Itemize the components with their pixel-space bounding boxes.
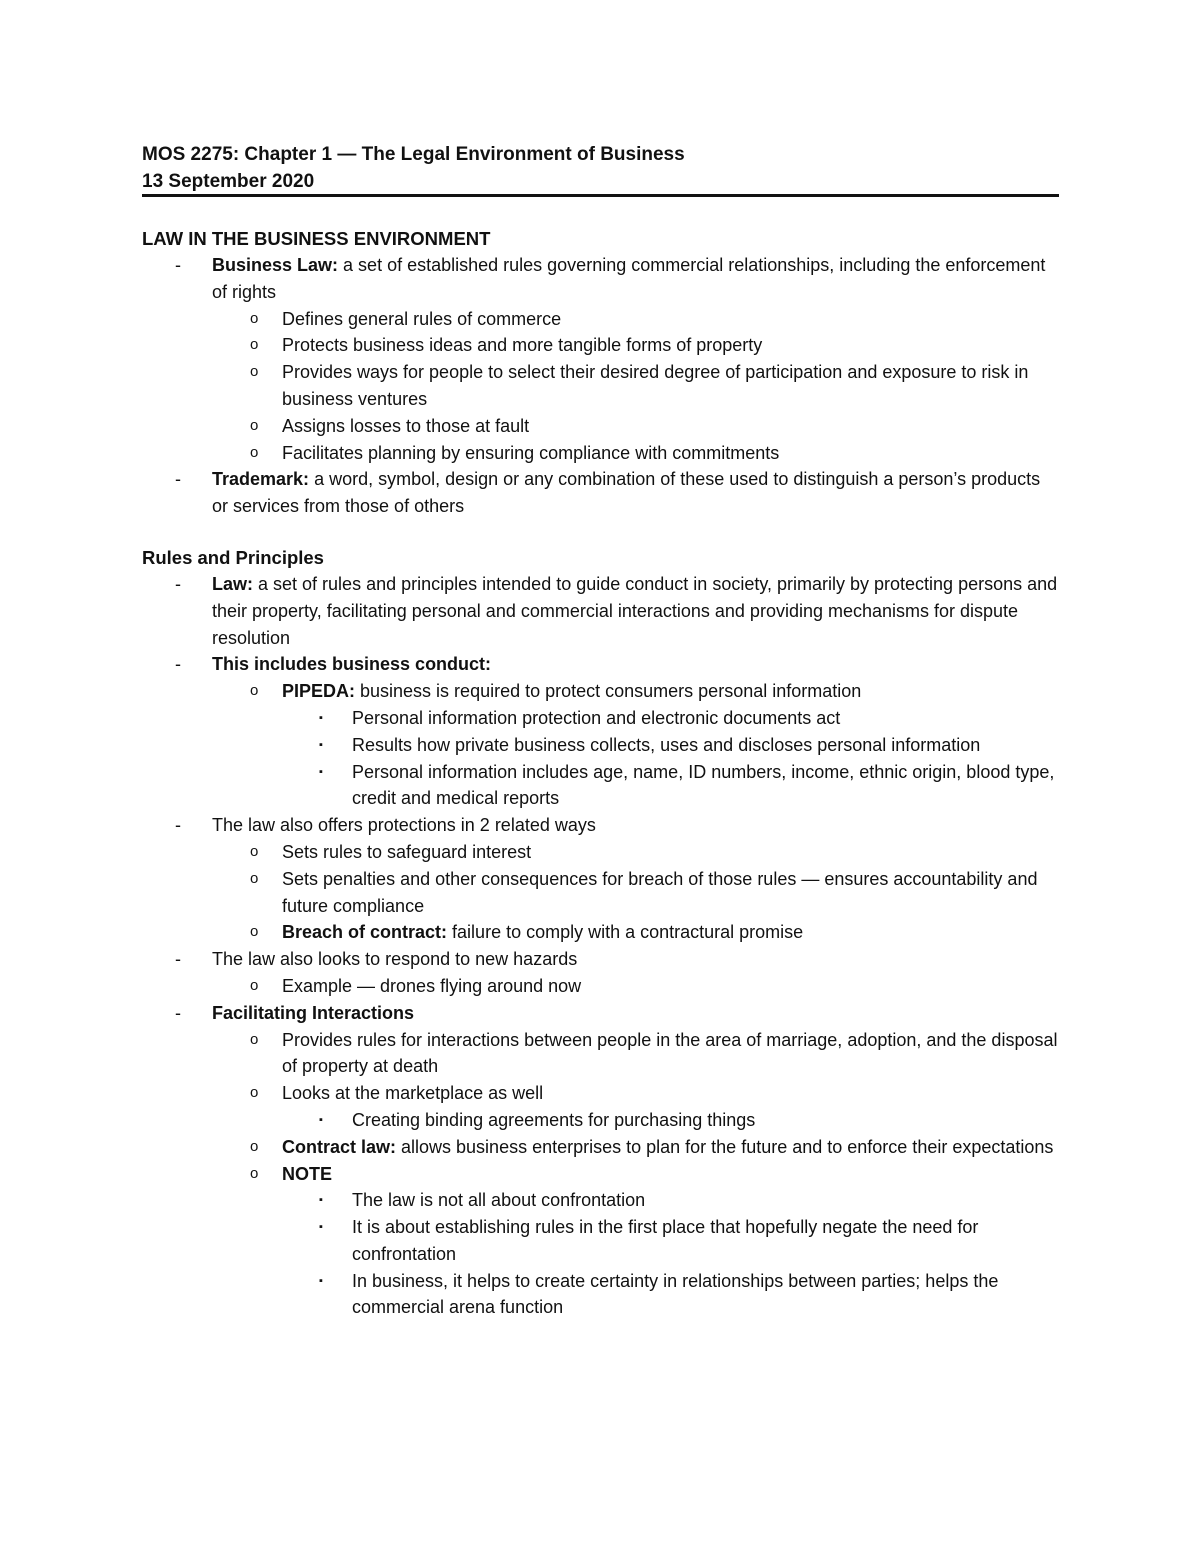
- square-bullet: ▪: [319, 1274, 323, 1287]
- list-item: [142, 1027, 1060, 1081]
- list-item: [142, 571, 1060, 651]
- list-item: [142, 1187, 1060, 1214]
- dash-bullet: -: [175, 469, 181, 490]
- circle-bullet: o: [250, 842, 259, 860]
- list-item: [142, 1000, 1060, 1027]
- list-item: [142, 1080, 1060, 1107]
- circle-bullet: o: [250, 443, 259, 461]
- circle-bullet: o: [250, 416, 259, 434]
- dash-bullet: -: [175, 815, 181, 836]
- document-date: 13 September 2020: [142, 171, 315, 192]
- item-text: Defines general rules of commerce: [282, 308, 562, 329]
- document-title: MOS 2275: Chapter 1 — The Legal Environment of Business: [142, 144, 685, 165]
- item-text: Looks at the marketplace as well: [282, 1083, 544, 1104]
- list-item: [142, 252, 1060, 306]
- item-text: Assigns losses to those at fault: [282, 415, 530, 436]
- list-item: [142, 651, 1060, 678]
- dash-bullet: -: [175, 654, 181, 675]
- circle-bullet: o: [250, 869, 259, 887]
- item-text: failure to comply with a contractural promise: [447, 922, 804, 943]
- square-bullet: ▪: [319, 1194, 323, 1207]
- item-text: Facilitates planning by ensuring compliance with commitments: [282, 442, 780, 463]
- square-bullet: ▪: [319, 711, 323, 724]
- list-item: [142, 946, 1060, 973]
- item-text: Sets rules to safeguard interest: [282, 841, 532, 862]
- notes-body: [142, 225, 1060, 1321]
- item-text: The law also looks to respond to new hazards: [212, 949, 578, 970]
- list-item: [142, 1161, 1060, 1188]
- term-label: NOTE: [282, 1163, 333, 1184]
- item-text: Personal information protection and electronic documents act: [352, 707, 841, 728]
- list-item: [142, 359, 1060, 413]
- item-text: Provides rules for interactions between people in the area of marriage, adoption, and the disposal of property at death: [282, 1029, 1058, 1077]
- document-header: [142, 141, 1059, 195]
- item-text: It is about establishing rules in the first place that hopefully negate the need for confrontation: [352, 1217, 979, 1264]
- circle-bullet: o: [250, 1084, 259, 1102]
- square-bullet: ▪: [319, 1221, 323, 1234]
- section-heading: Rules and Principles: [142, 546, 324, 568]
- dash-bullet: -: [175, 949, 181, 970]
- item-text: a word, symbol, design or any combination of these used to distinguish a person’s products or services from those of others: [212, 469, 1041, 517]
- list-item: [142, 413, 1060, 440]
- item-text: The law also offers protections in 2 related ways: [212, 815, 596, 836]
- term-label: Contract law:: [282, 1136, 397, 1157]
- item-text: Results how private business collects, uses and discloses personal information: [352, 734, 981, 755]
- list-item: [142, 759, 1060, 813]
- circle-bullet: o: [250, 309, 259, 327]
- item-text: In business, it helps to create certainty in relationships between parties; helps the commercial arena function: [352, 1270, 999, 1318]
- item-text: Personal information includes age, name, ID numbers, income, ethnic origin, blood type, credit and medical reports: [352, 761, 1055, 809]
- term-label: PIPEDA:: [282, 681, 356, 702]
- list-item: [142, 332, 1060, 359]
- section-spacer: [142, 520, 1060, 544]
- term-label: Business Law:: [212, 255, 339, 275]
- dash-bullet: -: [175, 573, 181, 594]
- list-item: [142, 839, 1060, 866]
- item-text: The law is not all about confrontation: [352, 1190, 646, 1211]
- item-text: Protects business ideas and more tangible forms of property: [282, 335, 763, 356]
- list-item: [142, 705, 1060, 732]
- dash-bullet: -: [175, 1002, 181, 1023]
- list-item: [142, 732, 1060, 759]
- list-item: [142, 973, 1060, 1000]
- list-item: [142, 306, 1060, 333]
- dash-bullet: -: [175, 255, 181, 275]
- section-heading: LAW IN THE BUSINESS ENVIRONMENT: [142, 228, 491, 249]
- term-label: This includes business conduct:: [212, 654, 492, 675]
- item-text: Sets penalties and other consequences for breach of those rules — ensures accountability and future compliance: [282, 868, 1038, 916]
- list-item: [142, 1268, 1060, 1322]
- circle-bullet: o: [250, 363, 259, 381]
- list-item: [142, 1214, 1060, 1268]
- circle-bullet: o: [250, 1164, 259, 1182]
- term-label: Law:: [212, 573, 254, 594]
- circle-bullet: o: [250, 976, 259, 994]
- list-item: [142, 812, 1060, 839]
- term-label: Trademark:: [212, 469, 310, 490]
- item-text: a set of rules and principles intended to guide conduct in society, primarily by protecting persons and their property, facilitating personal and commercial interactions and providing mechanisms for dispute resolution: [212, 573, 1058, 648]
- circle-bullet: o: [250, 682, 259, 700]
- term-label: Facilitating Interactions: [212, 1002, 415, 1023]
- item-text: Example — drones flying around now: [282, 975, 582, 996]
- list-item: [142, 866, 1060, 920]
- item-text: business is required to protect consumers personal information: [355, 681, 862, 702]
- square-bullet: ▪: [319, 765, 323, 778]
- list-item: [142, 440, 1060, 467]
- list-item: [142, 1134, 1060, 1161]
- list-item: [142, 678, 1060, 705]
- header-divider: [142, 194, 1059, 197]
- list-item: [142, 1107, 1060, 1134]
- item-text: a set of established rules governing commercial relationships, including the enforcement of rights: [212, 255, 1046, 302]
- square-bullet: ▪: [319, 1113, 323, 1126]
- term-label: Breach of contract:: [282, 922, 448, 943]
- circle-bullet: o: [250, 1137, 259, 1155]
- item-text: Provides ways for people to select their desired degree of participation and exposure to risk in business ventures: [282, 362, 1029, 409]
- list-item: [142, 919, 1060, 946]
- list-item: [142, 466, 1060, 520]
- item-text: allows business enterprises to plan for the future and to enforce their expectations: [396, 1136, 1054, 1157]
- circle-bullet: o: [250, 923, 259, 941]
- circle-bullet: o: [250, 1030, 259, 1048]
- square-bullet: ▪: [319, 738, 323, 751]
- circle-bullet: o: [250, 336, 259, 354]
- item-text: Creating binding agreements for purchasing things: [352, 1109, 756, 1130]
